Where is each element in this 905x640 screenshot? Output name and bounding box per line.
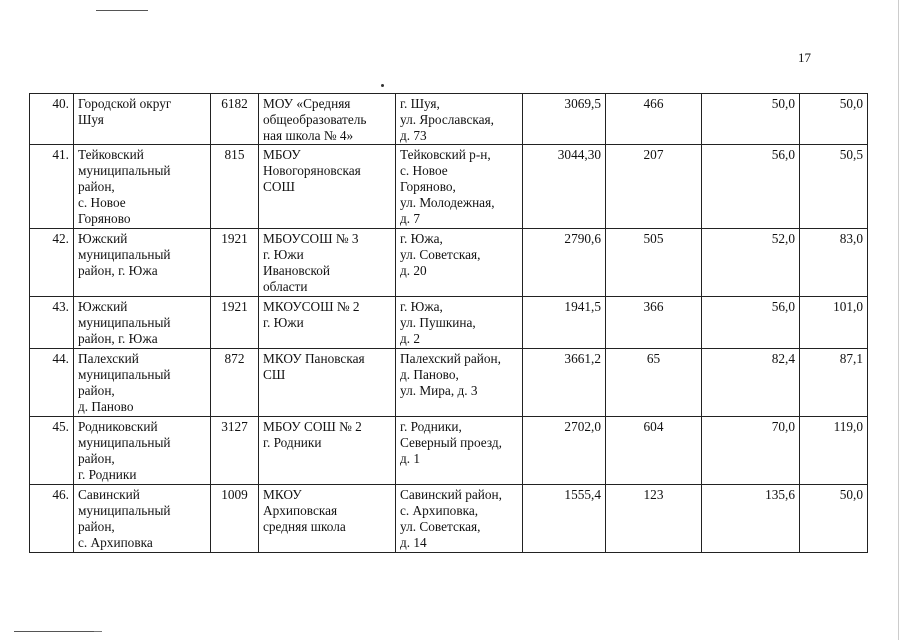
area-cell: 1555,4	[523, 485, 606, 553]
page-number: 17	[798, 50, 811, 65]
municipality-cell-line: с. Архиповка	[78, 535, 153, 550]
table-row	[30, 485, 868, 553]
school-cell-line: МБОУ СОШ № 2	[263, 419, 362, 434]
table-row	[30, 94, 868, 145]
address-cell-line: д. 20	[400, 263, 427, 278]
school-cell-line: области	[263, 279, 308, 294]
school-cell-line: Архиповская	[263, 503, 338, 518]
scan-artifact-dot	[381, 84, 384, 87]
municipality-cell-line: муниципальный	[78, 435, 171, 450]
address-cell	[396, 485, 523, 553]
address-cell	[396, 145, 523, 229]
code-cell: 3127	[211, 417, 259, 485]
municipality-cell-line: Савинский	[78, 487, 140, 502]
schools-table	[29, 93, 868, 553]
code-cell: 815	[211, 145, 259, 229]
address-cell-line: д. 14	[400, 535, 427, 550]
row-number: 46.	[30, 485, 74, 553]
municipality-cell-line: Южский	[78, 231, 128, 246]
value1-cell: 82,4	[702, 349, 800, 417]
municipality-cell-line: муниципальный	[78, 503, 171, 518]
address-cell-line: г. Южа,	[400, 231, 443, 246]
school-cell	[259, 349, 396, 417]
school-cell-line: МБОУСОШ № 3	[263, 231, 359, 246]
value2-cell: 119,0	[800, 417, 868, 485]
municipality-cell-line: Палехский	[78, 351, 139, 366]
address-cell-line: д. 7	[400, 211, 421, 226]
municipality-cell-line: д. Паново	[78, 399, 134, 414]
table-row	[30, 297, 868, 349]
municipality-cell	[74, 229, 211, 297]
municipality-cell-line: муниципальный	[78, 315, 171, 330]
value1-cell: 50,0	[702, 94, 800, 145]
address-cell-line: ул. Мира, д. 3	[400, 383, 478, 398]
municipality-cell	[74, 145, 211, 229]
address-cell-line: д. Паново,	[400, 367, 459, 382]
value2-cell: 83,0	[800, 229, 868, 297]
row-number: 42.	[30, 229, 74, 297]
address-cell-line: г. Южа,	[400, 299, 443, 314]
school-cell-line: г. Родники	[263, 435, 322, 450]
scan-artifact-bottom-line	[14, 631, 94, 632]
address-cell	[396, 349, 523, 417]
address-cell-line: д. 73	[400, 128, 427, 143]
code-cell: 872	[211, 349, 259, 417]
municipality-cell-line: район, г. Южа	[78, 263, 158, 278]
value2-cell: 87,1	[800, 349, 868, 417]
school-cell-line: Ивановской	[263, 263, 331, 278]
municipality-cell-line: Родниковский	[78, 419, 158, 434]
address-cell-line: Северный проезд,	[400, 435, 502, 450]
municipality-cell	[74, 417, 211, 485]
code-cell: 6182	[211, 94, 259, 145]
address-cell-line: ул. Молодежная,	[400, 195, 495, 210]
value1-cell: 56,0	[702, 145, 800, 229]
municipality-cell-line: Городской округ	[78, 96, 172, 111]
value1-cell: 135,6	[702, 485, 800, 553]
municipality-cell	[74, 485, 211, 553]
row-number: 45.	[30, 417, 74, 485]
address-cell-line: Палехский район,	[400, 351, 501, 366]
area-cell: 3661,2	[523, 349, 606, 417]
address-cell-line: ул. Советская,	[400, 247, 481, 262]
school-cell-line: МКОУСОШ № 2	[263, 299, 360, 314]
value2-cell: 50,5	[800, 145, 868, 229]
row-number: 43.	[30, 297, 74, 349]
school-cell-line: Новогоряновская	[263, 163, 361, 178]
value1-cell: 56,0	[702, 297, 800, 349]
table-row	[30, 145, 868, 229]
school-cell-line: СШ	[263, 367, 286, 382]
address-cell-line: ул. Советская,	[400, 519, 481, 534]
school-cell-line: г. Южи	[263, 315, 304, 330]
students-cell: 65	[606, 349, 702, 417]
students-cell: 207	[606, 145, 702, 229]
table-row	[30, 229, 868, 297]
address-cell-line: г. Родники,	[400, 419, 462, 434]
school-cell-line: ная школа № 4»	[263, 128, 354, 143]
address-cell	[396, 417, 523, 485]
municipality-cell-line: муниципальный	[78, 367, 171, 382]
school-cell-line: СОШ	[263, 179, 295, 194]
municipality-cell-line: г. Родники	[78, 467, 137, 482]
table-row	[30, 349, 868, 417]
municipality-cell-line: район,	[78, 451, 115, 466]
address-cell-line: Горяново,	[400, 179, 456, 194]
school-cell	[259, 229, 396, 297]
municipality-cell	[74, 349, 211, 417]
municipality-cell-line: с. Новое	[78, 195, 126, 210]
school-cell-line: МКОУ	[263, 487, 302, 502]
code-cell: 1009	[211, 485, 259, 553]
address-cell	[396, 94, 523, 145]
address-cell	[396, 297, 523, 349]
municipality-cell-line: муниципальный	[78, 247, 171, 262]
school-cell-line: МБОУ	[263, 147, 301, 162]
address-cell-line: д. 2	[400, 331, 421, 346]
value2-cell: 50,0	[800, 94, 868, 145]
municipality-cell-line: район, г. Южа	[78, 331, 158, 346]
students-cell: 604	[606, 417, 702, 485]
scan-artifact-bottom-dash	[94, 631, 102, 632]
row-number: 44.	[30, 349, 74, 417]
address-cell-line: г. Шуя,	[400, 96, 440, 111]
value2-cell: 101,0	[800, 297, 868, 349]
address-cell-line: Савинский район,	[400, 487, 502, 502]
area-cell: 2790,6	[523, 229, 606, 297]
school-cell-line: г. Южи	[263, 247, 304, 262]
table-body	[30, 94, 868, 553]
municipality-cell-line: Шуя	[78, 112, 104, 127]
address-cell-line: ул. Ярославская,	[400, 112, 494, 127]
municipality-cell	[74, 94, 211, 145]
scan-artifact-top-line	[96, 10, 148, 11]
municipality-cell-line: Тейковский	[78, 147, 144, 162]
row-number: 41.	[30, 145, 74, 229]
school-cell	[259, 485, 396, 553]
municipality-cell-line: Горяново	[78, 211, 131, 226]
municipality-cell-line: район,	[78, 519, 115, 534]
municipality-cell-line: муниципальный	[78, 163, 171, 178]
code-cell: 1921	[211, 297, 259, 349]
students-cell: 505	[606, 229, 702, 297]
area-cell: 3044,30	[523, 145, 606, 229]
area-cell: 1941,5	[523, 297, 606, 349]
row-number: 40.	[30, 94, 74, 145]
students-cell: 466	[606, 94, 702, 145]
address-cell-line: д. 1	[400, 451, 421, 466]
school-cell	[259, 94, 396, 145]
school-cell	[259, 145, 396, 229]
municipality-cell-line: район,	[78, 383, 115, 398]
school-cell-line: МОУ «Средняя	[263, 96, 351, 111]
address-cell-line: с. Архиповка,	[400, 503, 479, 518]
school-cell-line: средняя школа	[263, 519, 346, 534]
value2-cell: 50,0	[800, 485, 868, 553]
students-cell: 123	[606, 485, 702, 553]
address-cell-line: с. Новое	[400, 163, 448, 178]
school-cell-line: МКОУ Пановская	[263, 351, 365, 366]
scan-artifact-right-edge	[898, 0, 899, 640]
municipality-cell-line: район,	[78, 179, 115, 194]
school-cell	[259, 297, 396, 349]
municipality-cell	[74, 297, 211, 349]
value1-cell: 70,0	[702, 417, 800, 485]
value1-cell: 52,0	[702, 229, 800, 297]
area-cell: 2702,0	[523, 417, 606, 485]
table-row	[30, 417, 868, 485]
municipality-cell-line: Южский	[78, 299, 128, 314]
school-cell-line: общеобразователь	[263, 112, 367, 127]
address-cell-line: ул. Пушкина,	[400, 315, 476, 330]
school-cell	[259, 417, 396, 485]
area-cell: 3069,5	[523, 94, 606, 145]
address-cell-line: Тейковский р-н,	[400, 147, 491, 162]
address-cell	[396, 229, 523, 297]
students-cell: 366	[606, 297, 702, 349]
code-cell: 1921	[211, 229, 259, 297]
